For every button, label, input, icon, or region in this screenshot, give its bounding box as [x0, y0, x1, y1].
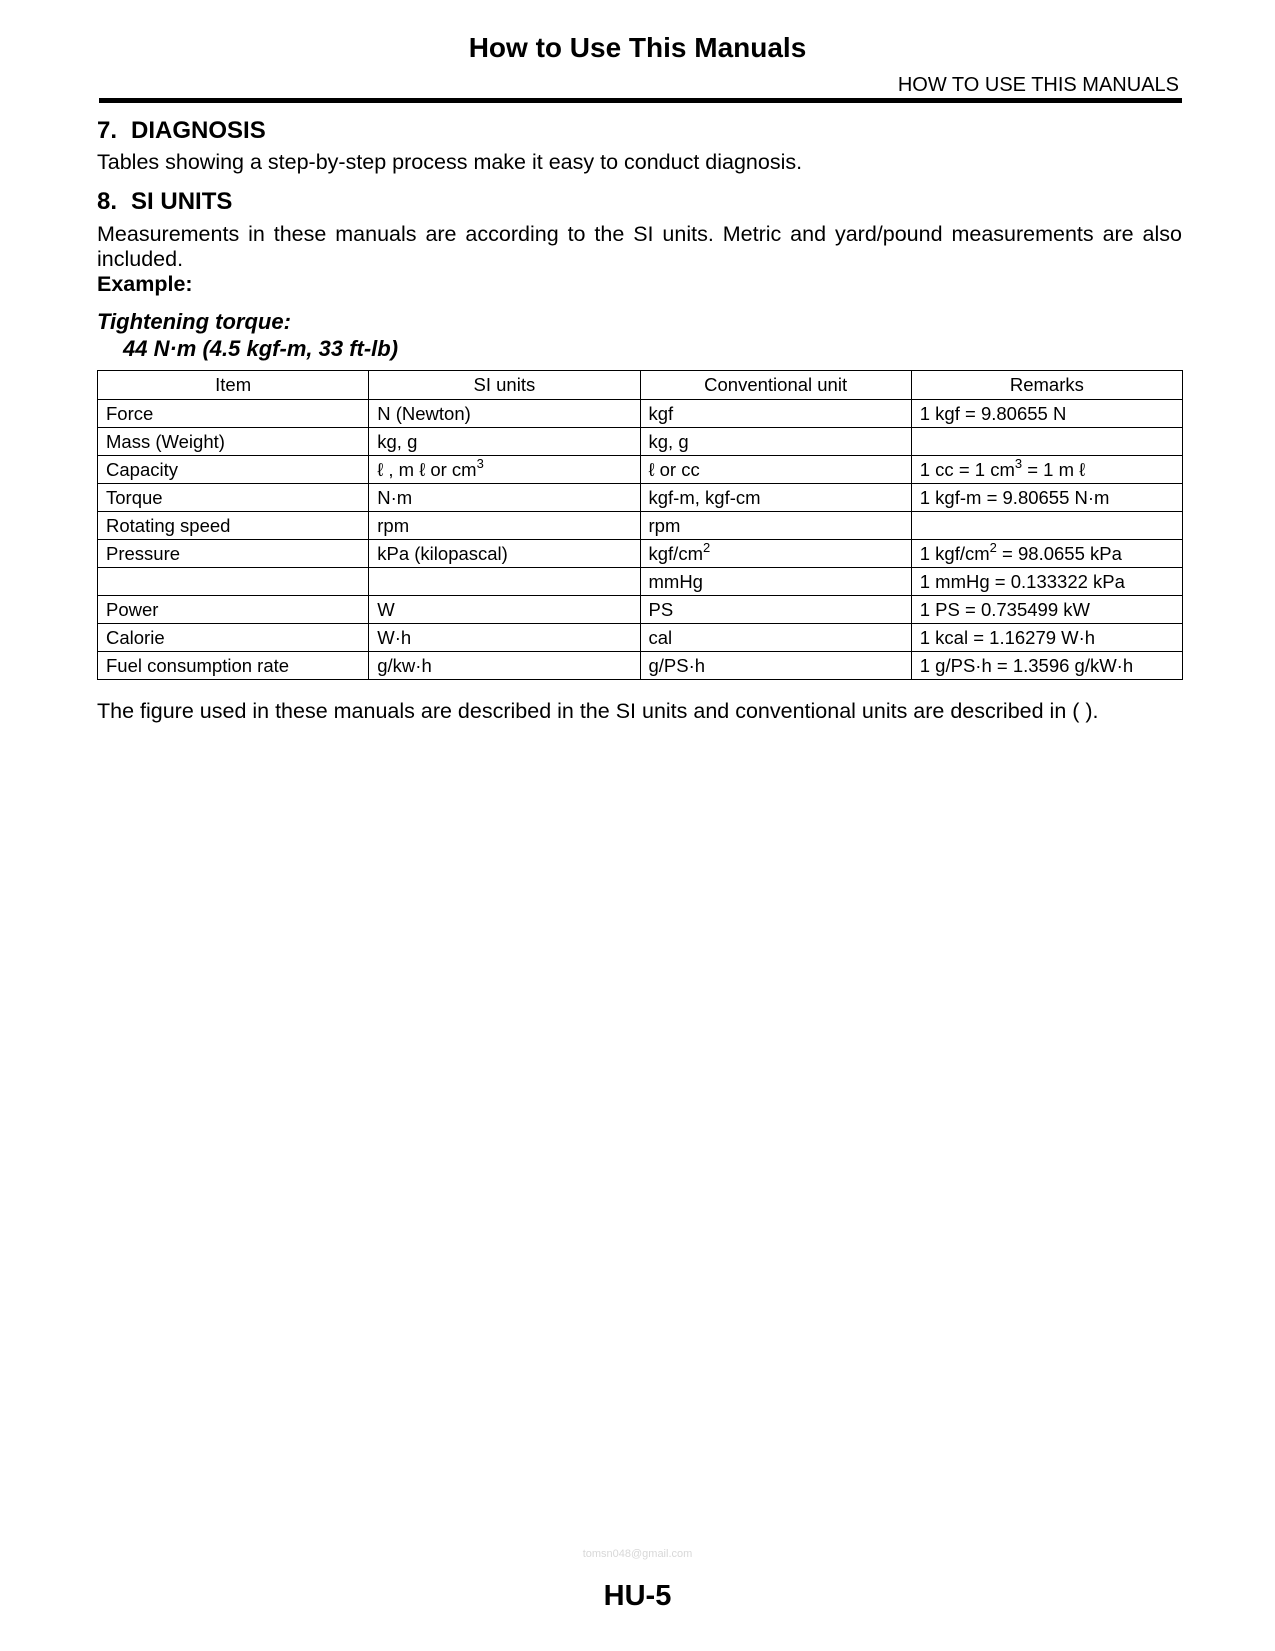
- section-title: DIAGNOSIS: [131, 117, 266, 144]
- page-number: HU-5: [603, 1580, 672, 1612]
- cell-conventional-unit: g/PS·h: [640, 652, 911, 680]
- cell-conventional-unit: kgf-m, kgf-cm: [640, 484, 911, 512]
- section-title: SI UNITS: [131, 188, 233, 215]
- example-label: Example:: [97, 272, 193, 296]
- header-conventional-unit: Conventional unit: [640, 371, 911, 400]
- table-row: [98, 512, 1183, 540]
- torque-value: 44 N·m (4.5 kgf-m, 33 ft-lb): [123, 336, 399, 361]
- cell-remarks: 1 g/PS·h = 1.3596 g/kW·h: [911, 652, 1182, 680]
- cell-item: Mass (Weight): [98, 428, 369, 456]
- section-heading-diagnosis: [97, 116, 1182, 146]
- cell-si-unit: g/kw·h: [369, 652, 640, 680]
- table-row: [98, 456, 1183, 484]
- cell-remarks: 1 cc = 1 $cm^3 = 1$ m ℓ: [911, 456, 1182, 484]
- cell-conventional-unit: kgf/$cm^2$: [640, 540, 911, 568]
- cell-item: Capacity: [98, 456, 369, 484]
- table-row: [98, 540, 1183, 568]
- cell-si-unit: [369, 568, 640, 596]
- header-rule: [99, 98, 1182, 103]
- cell-si-unit: N·m: [369, 484, 640, 512]
- cell-remarks: 1 mmHg = 0.133322 kPa: [911, 568, 1182, 596]
- cell-item: Power: [98, 596, 369, 624]
- cell-conventional-unit: mmHg: [640, 568, 911, 596]
- footnote-text: The figure used in these manuals are described in the SI units and conventional units are described in ( ).: [97, 699, 1099, 723]
- cell-si-unit: W·h: [369, 624, 640, 652]
- table-row: [98, 652, 1183, 680]
- section-heading-si-units: [97, 187, 1182, 217]
- table-row: [98, 624, 1183, 652]
- page-content: [97, 116, 1182, 746]
- cell-remarks: 1 kgf/$cm^2 = 98.0655$ kPa: [911, 540, 1182, 568]
- running-header: HOW TO USE THIS MANUALS: [897, 74, 1179, 96]
- table-row: [98, 568, 1183, 596]
- table-row: [98, 484, 1183, 512]
- cell-item: Fuel consumption rate: [98, 652, 369, 680]
- cell-item: Pressure: [98, 540, 369, 568]
- section-number: 7.: [97, 117, 118, 144]
- cell-item: Rotating speed: [98, 512, 369, 540]
- cell-conventional-unit: rpm: [640, 512, 911, 540]
- table-row: [98, 400, 1183, 428]
- cell-remarks: [911, 428, 1182, 456]
- torque-label: Tightening torque:: [97, 309, 291, 334]
- cell-conventional-unit: kgf: [640, 400, 911, 428]
- cell-item: Force: [98, 400, 369, 428]
- cell-si-unit: ℓ , m ℓ or $cm^3$: [369, 456, 640, 484]
- cell-remarks: 1 kgf-m = 9.80655 N·m: [911, 484, 1182, 512]
- cell-si-unit: N (Newton): [369, 400, 640, 428]
- cell-si-unit: rpm: [369, 512, 640, 540]
- torque-example: [97, 308, 1182, 362]
- cell-remarks: 1 kcal = 1.16279 W·h: [911, 624, 1182, 652]
- cell-conventional-unit: kg, g: [640, 428, 911, 456]
- header-item: Item: [98, 371, 369, 400]
- cell-item: Calorie: [98, 624, 369, 652]
- cell-conventional-unit: ℓ or cc: [640, 456, 911, 484]
- section-number: 8.: [97, 188, 118, 215]
- units-table: [97, 370, 1183, 680]
- cell-item: Torque: [98, 484, 369, 512]
- cell-remarks: [911, 512, 1182, 540]
- si-units-text: Measurements in these manuals are according to the SI units. Metric and yard/pound measurements are also included.: [97, 222, 1182, 271]
- header-si-units: SI units: [369, 371, 640, 400]
- cell-conventional-unit: cal: [640, 624, 911, 652]
- cell-si-unit: W: [369, 596, 640, 624]
- cell-si-unit: kPa (kilopascal): [369, 540, 640, 568]
- cell-item: [98, 568, 369, 596]
- table-row: [98, 428, 1183, 456]
- page-title: How to Use This Manuals: [468, 32, 807, 63]
- cell-conventional-unit: PS: [640, 596, 911, 624]
- table-body: [98, 400, 1183, 680]
- table-row: [98, 596, 1183, 624]
- cell-remarks: 1 PS = 0.735499 kW: [911, 596, 1182, 624]
- watermark: tomsn048@gmail.com: [582, 1548, 693, 1560]
- table-header-row: [98, 371, 1183, 400]
- cell-remarks: 1 kgf = 9.80655 N: [911, 400, 1182, 428]
- diagnosis-text: Tables showing a step-by-step process make it easy to conduct diagnosis.: [97, 150, 803, 174]
- cell-si-unit: kg, g: [369, 428, 640, 456]
- header-remarks: Remarks: [911, 371, 1182, 400]
